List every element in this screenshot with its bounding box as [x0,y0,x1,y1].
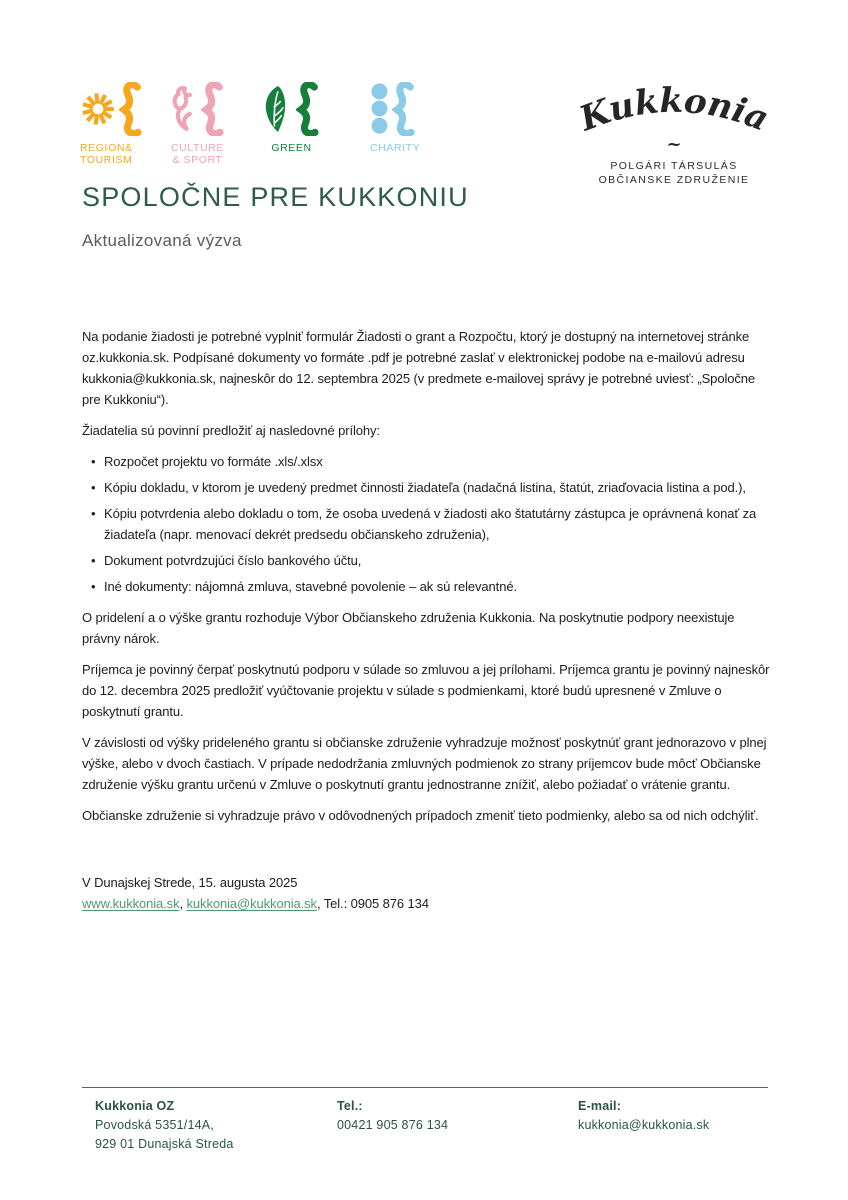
kukkonia-logo [574,74,774,187]
sunburst-icon [80,91,116,132]
logo-label: REGION& TOURISM [80,142,133,166]
intro-paragraph: Na podanie žiadosti je potrebné vyplniť formulár Žiadosti o grant a Rozpočtu, ktorý je dostupný na internetovej stránke oz.kukkonia.sk. Podpísané dokumenty vo formáte .pdf je potrebné zaslať v elektronickej podobe na e-mailovú adresu kukkonia@kukkonia.sk, najneskôr do 12. septembra 2025 (v predmete e-mailovej správy je potrebné uviesť: „Spoločne pre Kukkoniu“). [82,329,756,407]
attachment-list [82,451,770,597]
kukkonia-k-icon [392,82,416,141]
ornament-icon [170,83,198,140]
email-link[interactable]: kukkonia@kukkonia.sk [186,896,317,911]
footer-org-title: Kukkonia OZ [95,1099,175,1113]
logo-charity-art [370,84,420,138]
phone-text: , Tel.: 0905 876 134 [316,896,429,911]
kukkonia-k-icon [296,82,320,141]
logo-label: GREEN [271,142,312,154]
tilde: ~ [666,134,682,154]
footer-org-address-line1: Povodská 5351/14A, [95,1117,214,1132]
footer-org [95,1097,234,1153]
logo-culture-sport [170,84,225,166]
footer-email-value: kukkonia@kukkonia.sk [578,1117,710,1132]
logo-green-art [263,84,320,138]
page-subtitle: Aktualizovaná výzva [82,231,242,250]
footer-tel [337,1097,448,1135]
list-item: • Dokument potvrdzujúci číslo bankového účtu, [82,550,770,571]
kukkonia-wordmark [574,74,774,154]
logo-charity [370,84,420,155]
footer-divider [82,1087,768,1088]
brand-subtitle-line2: OBČIANSKE ZDRUŽENIE [598,174,750,187]
logo-label: CULTURE & SPORT [170,142,224,166]
logo-region-tourism [80,84,143,166]
footer-email-label: E-mail: [578,1099,622,1113]
kukkonia-k-icon [201,82,225,141]
list-item: • Kópiu dokladu, v ktorom je uvedený predmet činnosti žiadateľa (nadačná listina, štatút, zriaďovacia listina a pod.), [82,477,770,498]
list-item: • Rozpočet projektu vo formáte .xls/.xlsx [82,451,770,472]
three-circles-icon [370,83,389,140]
attachments-intro: Žiadatelia sú povinní predložiť aj nasledovné prílohy: [82,423,380,438]
leaf-icon [263,83,293,140]
footer-tel-value: 00421 905 876 134 [337,1117,449,1132]
footer-tel-label: Tel.: [337,1099,363,1113]
terms-change-paragraph: Občianske združenie si vyhradzuje právo v odôvodnených prípadoch zmeniť tieto podmienky, alebo sa od nich odchýliť. [82,808,759,823]
contact-line [82,893,770,914]
separator-text: , [179,896,187,911]
logo-green [263,84,320,155]
list-item: • Kópiu potvrdenia alebo dokladu o tom, že osoba uvedená v žiadosti ako štatutárny zástupca je oprávnená konať za žiadateľa (napr. menovací dekrét predsedu občianskeho združenia), [82,503,770,545]
logo-region-tourism-art [80,84,143,138]
dateline: V Dunajskej Strede, 15. augusta 2025 [82,875,298,890]
grant-decision-paragraph: O pridelení a o výške grantu rozhoduje Výbor Občianskeho združenia Kukkonia. Na poskytnutie podpory neexistuje právny nárok. [82,610,735,646]
kukkonia-k-icon [119,82,143,141]
grant-usage-paragraph: Príjemca je povinný čerpať poskytnutú podporu v súlade so zmluvou a jej prílohami. Príjemca grantu je povinný najneskôr do 12. decembra 2025 predložiť vyúčtovanie projektu v súlade s podmienkami, ktoré budú upresnené v Zmluve o poskytnutí grantu. [82,662,770,719]
footer-org-address-line2: 929 01 Dunajská Streda [95,1136,234,1151]
logo-label: CHARITY [370,142,421,154]
page-title: SPOLOČNE PRE KUKKONIU [82,182,469,212]
brand-subtitle-line1: POLGÁRI TÁRSULÁS [610,160,738,172]
footer-email [578,1097,709,1135]
svg-text:Kukkonia: Kukkonia [574,80,774,140]
list-item: • Iné dokumenty: nájomná zmluva, stavebné povolenie – ak sú relevantné. [82,576,770,597]
website-link[interactable]: www.kukkonia.sk [82,896,180,911]
category-logos [80,84,500,164]
grant-disbursement-paragraph: V závislosti od výšky prideleného grantu si občianske združenie vyhradzuje možnosť poskytnúť grant jednorazovo v plnej výške, alebo v dvoch častiach. V prípade nedodržania zmluvných podmienok zo strany príjemcov bude môcť Občianske združenie výšku grantu určenú v Zmluve o poskytnutí grantu jednostranne znížiť, alebo požiadať o vrátenie grantu. [82,735,767,792]
logo-culture-sport-art [170,84,225,138]
document-body [82,326,770,914]
